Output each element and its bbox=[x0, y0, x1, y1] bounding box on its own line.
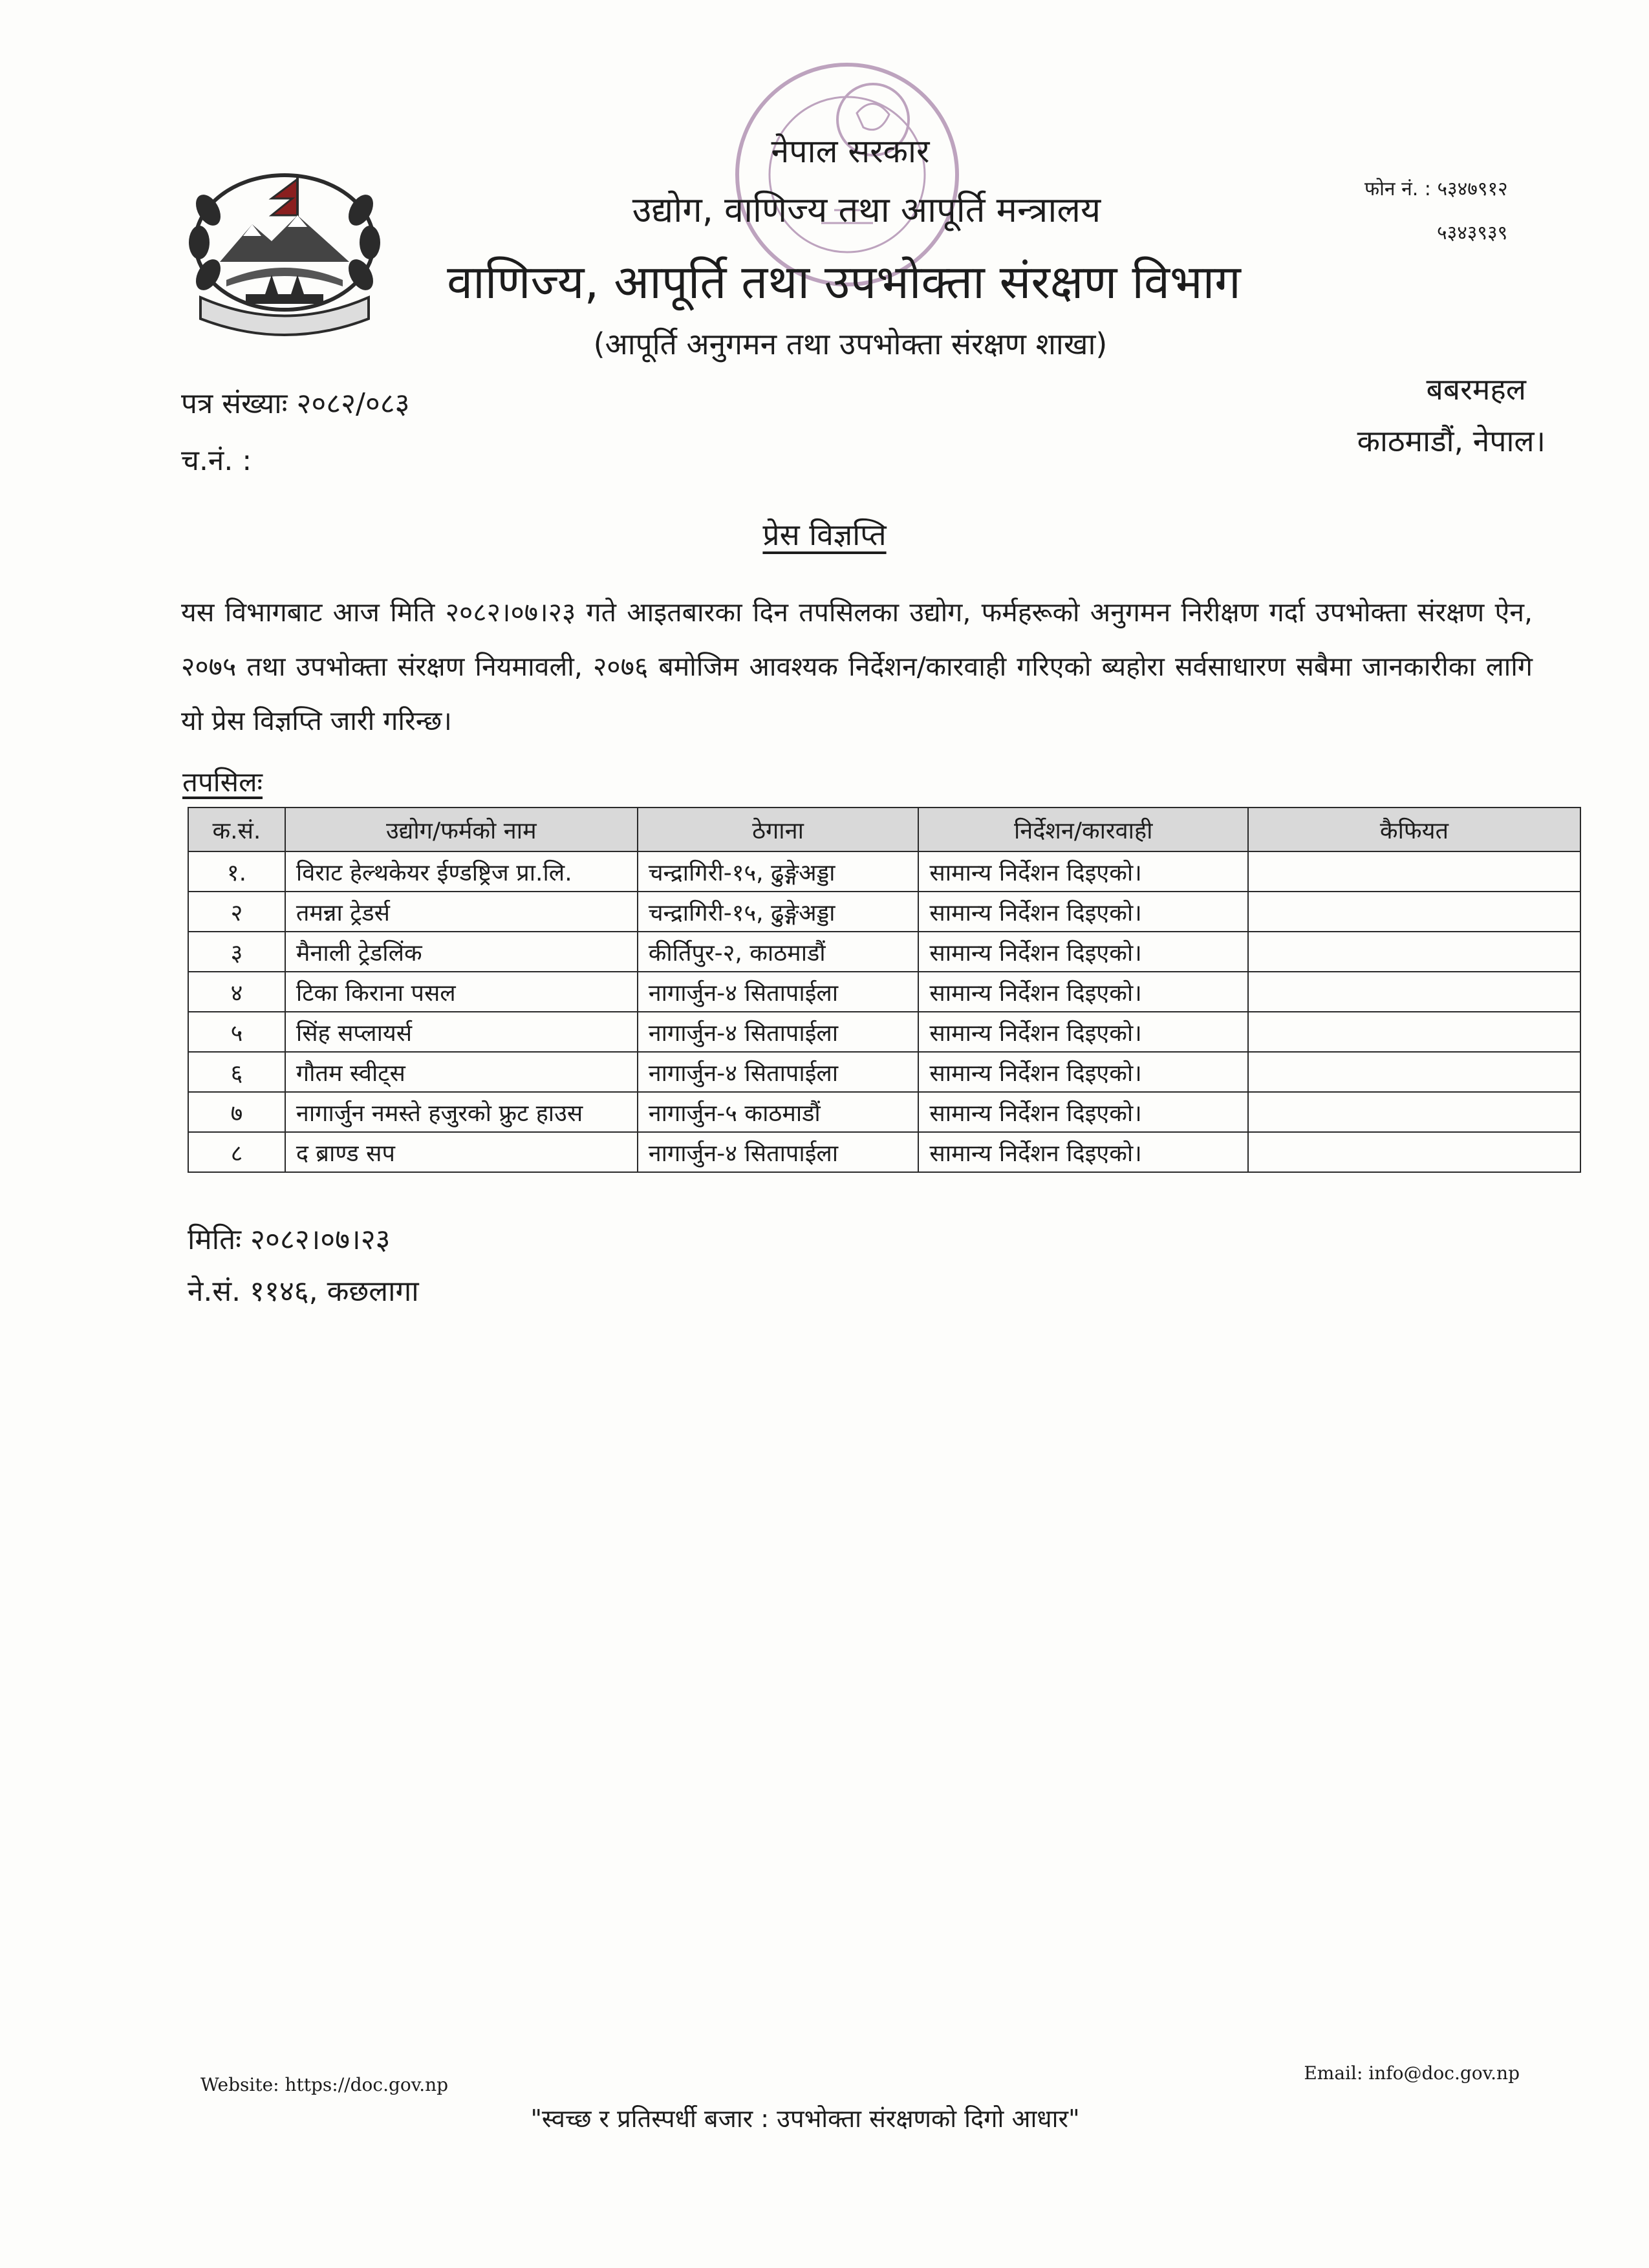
cell-remarks bbox=[1248, 932, 1580, 972]
cell-firm-name: विराट हेल्थकेयर ईण्डष्ट्रिज प्रा.लि. bbox=[285, 851, 638, 892]
cell-sn: ८ bbox=[188, 1132, 285, 1172]
header-firm-name: उद्योग/फर्मको नाम bbox=[285, 808, 638, 851]
schedule-label: तपसिलः bbox=[182, 766, 263, 798]
cell-sn: २ bbox=[188, 892, 285, 932]
cell-remarks bbox=[1248, 1132, 1580, 1172]
cell-action: सामान्य निर्देशन दिइएको। bbox=[918, 932, 1248, 972]
header-address: ठेगाना bbox=[638, 808, 919, 851]
cell-action: सामान्य निर्देशन दिइएको। bbox=[918, 1132, 1248, 1172]
header-remarks: कैफियत bbox=[1248, 808, 1580, 851]
cell-action: सामान्य निर्देशन दिइएको। bbox=[918, 1012, 1248, 1052]
ministry-name: उद्योग, वाणिज्य तथा आपूर्ति मन्त्रालय bbox=[632, 189, 1101, 230]
cell-address: नागार्जुन-४ सितापाईला bbox=[638, 1132, 919, 1172]
cell-sn: ६ bbox=[188, 1052, 285, 1092]
cell-firm-name: नागार्जुन नमस्ते हजुरको फ्रुट हाउस bbox=[285, 1092, 638, 1132]
cell-address: नागार्जुन-४ सितापाईला bbox=[638, 972, 919, 1012]
table-row bbox=[188, 1092, 1580, 1132]
cell-address: कीर्तिपुर-२, काठमाडौं bbox=[638, 932, 919, 972]
table-row bbox=[188, 851, 1580, 892]
website-link[interactable]: Website: https://doc.gov.np bbox=[200, 2074, 449, 2095]
header-sn: क.सं. bbox=[188, 808, 285, 851]
cell-address: चन्द्रागिरी-१५, ढुङ्गेअड्डा bbox=[638, 892, 919, 932]
cell-remarks bbox=[1248, 892, 1580, 932]
table-row bbox=[188, 932, 1580, 972]
phone-number-1: फोन नं. : ५३४७९१२ bbox=[1364, 178, 1508, 200]
cell-action: सामान्य निर्देशन दिइएको। bbox=[918, 1092, 1248, 1132]
cell-sn: ५ bbox=[188, 1012, 285, 1052]
cell-remarks bbox=[1248, 851, 1580, 892]
cell-remarks bbox=[1248, 1012, 1580, 1052]
cell-firm-name: टिका किराना पसल bbox=[285, 972, 638, 1012]
cell-sn: ३ bbox=[188, 932, 285, 972]
cell-firm-name: सिंह सप्लायर्स bbox=[285, 1012, 638, 1052]
table-row bbox=[188, 892, 1580, 932]
nepal-sambat-date: ने.सं. ११४६, कछलागा bbox=[188, 1275, 419, 1308]
table-row bbox=[188, 972, 1580, 1012]
branch-name: (आपूर्ति अनुगमन तथा उपभोक्ता संरक्षण शाखा) bbox=[593, 326, 1108, 361]
phone-number-2: ५३४३९३९ bbox=[1437, 222, 1508, 244]
government-name: नेपाल सरकार bbox=[771, 133, 930, 170]
header-action: निर्देशन/कारवाही bbox=[918, 808, 1248, 851]
cell-firm-name: द ब्राण्ड सप bbox=[285, 1132, 638, 1172]
cell-address: नागार्जुन-४ सितापाईला bbox=[638, 1052, 919, 1092]
cell-firm-name: गौतम स्वीट्स bbox=[285, 1052, 638, 1092]
cell-sn: ४ bbox=[188, 972, 285, 1012]
cell-remarks bbox=[1248, 1052, 1580, 1092]
address-line-2: काठमाडौं, नेपाल। bbox=[1357, 423, 1546, 458]
email-link[interactable]: Email: info@doc.gov.np bbox=[1304, 2062, 1520, 2084]
department-name: वाणिज्य, आपूर्ति तथा उपभोक्ता संरक्षण विभाग bbox=[447, 255, 1241, 309]
cell-sn: ७ bbox=[188, 1092, 285, 1132]
cell-action: सामान्य निर्देशन दिइएको। bbox=[918, 892, 1248, 932]
cell-sn: १. bbox=[188, 851, 285, 892]
cell-firm-name: मैनाली ट्रेडलिंक bbox=[285, 932, 638, 972]
cell-address: नागार्जुन-५ काठमाडौं bbox=[638, 1092, 919, 1132]
footer-motto: "स्वच्छ र प्रतिस्पर्धी बजार : उपभोक्ता संरक्षणको दिगो आधार" bbox=[530, 2104, 1080, 2133]
cell-action: सामान्य निर्देशन दिइएको। bbox=[918, 1052, 1248, 1092]
release-date: मितिः २०८२।०७।२३ bbox=[188, 1223, 391, 1256]
letter-number: पत्र संख्याः २०८२/०८३ bbox=[181, 387, 410, 420]
cell-action: सामान्य निर्देशन दिइएको। bbox=[918, 972, 1248, 1012]
press-release-body: यस विभागबाट आज मिति २०८२।०७।२३ गते आइतबारका दिन तपसिलका उद्योग, फर्महरूको अनुगमन निरीक्षण गर्दा उपभोक्ता संरक्षण ऐन, २०७५ तथा उपभोक्ता संरक्षण नियमावली, २०७६ बमोजिम आवश्यक निर्देशन/कारवाही गरिएको ब्यहोरा सर्वसाधारण सबैमा जानकारीका लागि यो प्रेस विज्ञप्ति जारी गरिन्छ। bbox=[181, 597, 1533, 736]
chalani-number: च.नं. : bbox=[181, 444, 252, 477]
table-header-row bbox=[188, 808, 1580, 851]
press-release-title: प्रेस विज्ञप्ति bbox=[762, 517, 887, 552]
address-line-1: बबरमहल bbox=[1426, 372, 1526, 407]
table-row bbox=[188, 1052, 1580, 1092]
cell-address: चन्द्रागिरी-१५, ढुङ्गेअड्डा bbox=[638, 851, 919, 892]
cell-remarks bbox=[1248, 972, 1580, 1012]
table-row bbox=[188, 1132, 1580, 1172]
cell-address: नागार्जुन-४ सितापाईला bbox=[638, 1012, 919, 1052]
cell-remarks bbox=[1248, 1092, 1580, 1132]
table-row bbox=[188, 1012, 1580, 1052]
inspection-table bbox=[188, 807, 1581, 1173]
cell-action: सामान्य निर्देशन दिइएको। bbox=[918, 851, 1248, 892]
cell-firm-name: तमन्ना ट्रेडर्स bbox=[285, 892, 638, 932]
